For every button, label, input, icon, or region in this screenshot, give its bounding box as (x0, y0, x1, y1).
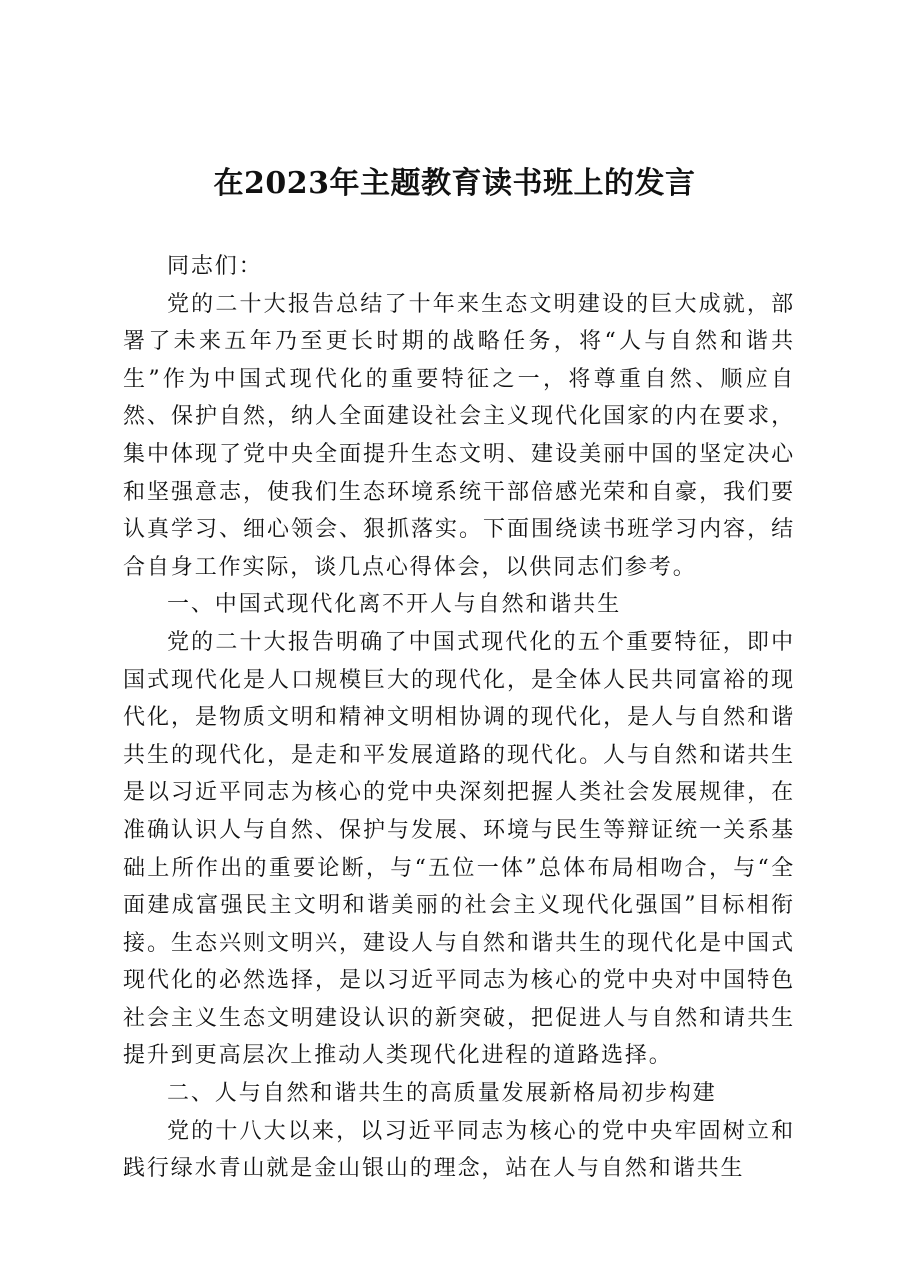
salutation: 同志们： (167, 254, 263, 279)
section-heading-2: 二、人与自然和谐共生的高质量发展新格局初步构建 (167, 1081, 717, 1107)
intro-paragraph: 党的二十大报告总结了十年来生态文明建设的巨大成就，部署了未来五年乃至更长时期的战略任务，将“人与自然和谐共生”作为中国式现代化的重要特征之一，将尊重自然、顺应自然、保护自然，纳人全面建设社会主义现代化国家的内在要求，集中体现了党中央全面提升生态文明、建设美丽中国的坚定决心和坚强意志，使我们生态环境系统干部倍感光荣和自豪，我们要认真学习、细心领会、狠抓落实。下面围绕读书班学习内容，结合自身工作实际，谈几点心得体会，以供同志们参考。 (123, 291, 795, 580)
section-heading-1: 一、中国式现代化离不开人与自然和谐共生 (167, 592, 622, 618)
section-1-paragraph: 党的二十大报告明确了中国式现代化的五个重要特征，即中国式现代化是人口规模巨大的现代化，是全体人民共同富裕的现代化，是物质文明和精神文明相协调的现代化，是人与自然和谐共生的现代化，是走和平发展道路的现代化。人与自然和诺共生是以习近平同志为核心的党中央深刻把握人类社会发展规律，在准确认识人与自然、保护与发展、环境与民生等辩证统一关系基础上所作出的重要论断，与“五位一体”总体布局相吻合，与“全面建成富强民主文明和谐美丽的社会主义现代化强国”目标相衔接。生态兴则文明兴，建设人与自然和谐共生的现代化是中国式现代化的必然选择，是以习近平同志为核心的党中央对中国特色社会主义生态文明建设认识的新突破，把促进人与自然和请共生提升到更高层次上推动人类现代化进程的道路选择。 (123, 629, 795, 1069)
document-body (123, 248, 795, 1188)
document-title: 在2023年主题教育读书班上的发言 (213, 166, 696, 201)
section-2-paragraph: 党的十八大以来，以习近平同志为核心的党中央牢固树立和践行绿水青山就是金山银山的理念，站在人与自然和谐共生 (123, 1118, 795, 1182)
